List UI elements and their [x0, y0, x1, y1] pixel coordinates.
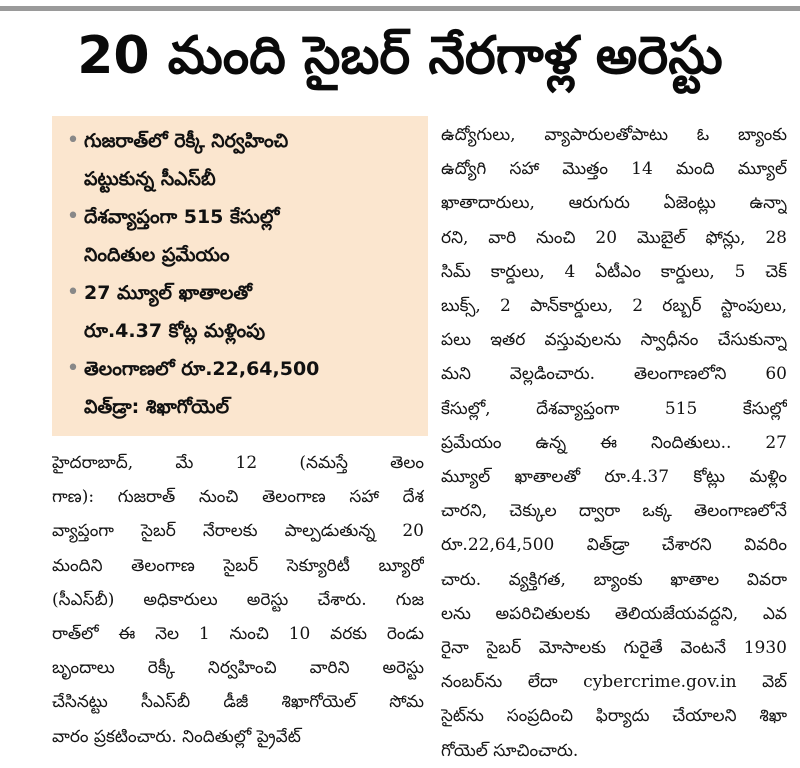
highlight-item [62, 274, 418, 350]
body-line: (సీఎస్‌బీ) అధికారులు అరెస్టు చేశారు. గుజ [52, 589, 424, 610]
highlight-line: విత్‌డ్రా: శిఖాగోయెల్ [84, 396, 230, 418]
body-line: ఖాతాదారులు, ఆరుగురు ఏజెంట్లు ఉన్నా [441, 193, 787, 214]
highlight-line: గుజరాత్‌లో రెక్కీ నిర్వహించి [84, 130, 289, 152]
highlight-line: తెలంగాణలో రూ.22,64,500 [84, 358, 320, 380]
highlight-line: పట్టుకున్న సీఎస్‌బీ [84, 168, 216, 190]
body-line: రూ.22,64,500 విత్‌డ్రా చేశారని వివరిం [441, 535, 787, 556]
highlight-text [84, 122, 288, 198]
body-line: మని వెల్లడించారు. తెలంగాణలోని 60 [441, 364, 787, 385]
body-line: మందిని తెలంగాణ సైబర్ సెక్యూరిటీ బ్యూరో [52, 555, 424, 576]
body-line: లను అపరిచితులకు తెలియజేయవద్దని, ఎవ [441, 603, 787, 624]
top-rule [0, 6, 800, 11]
highlight-text [84, 274, 265, 350]
highlight-item [62, 350, 418, 426]
body-line: ప్రమేయం ఉన్న ఈ నిందితులు.. 27 [441, 432, 787, 453]
body-line: సైట్‌ను సంప్రదించి ఫిర్యాదు చేయాలని శిఖా [441, 706, 787, 727]
body-line: గాణ): గుజరాత్ నుంచి తెలంగాణ సహా దేశ [52, 487, 424, 508]
body-line: రైనా సైబర్ మోసాలకు గురైతే వెంటనే 1930 [441, 638, 787, 659]
bullet-icon: • [66, 280, 80, 305]
body-line: రాత్‌లో ఈ నెల 1 నుంచి 10 వరకు రెండు [52, 624, 424, 645]
bullet-icon: • [66, 128, 80, 153]
body-line: నంబర్‌ను లేదా cybercrime.gov.in వెబ్ [441, 672, 787, 693]
bullet-icon: • [66, 356, 80, 381]
highlight-item [62, 198, 418, 274]
body-line: సిమ్ కార్డులు, 4 ఏటీఎం కార్డులు, 5 చెక్ [441, 261, 787, 282]
body-line: చారని, చెక్కుల ద్వారా ఒక్క తెలంగాణలోనే [441, 501, 787, 522]
highlights-box [52, 116, 428, 436]
body-line: ఉద్యోగి సహా మొత్తం 14 మంది మ్యూల్ [441, 159, 787, 180]
body-line: గోయెల్ సూచించారు. [441, 740, 579, 761]
body-column-left [52, 446, 424, 754]
body-line: చారు. వ్యక్తిగత, బ్యాంకు ఖాతాల వివరా [441, 569, 787, 590]
body-column-right [441, 118, 787, 768]
highlight-line: రూ.4.37 కోట్ల మళ్లింపు [84, 320, 266, 342]
body-line: రని, వారి నుంచి 20 మొబైల్ ఫోన్లు, 28 [441, 227, 787, 248]
highlight-line: దేశవ్యాప్తంగా 515 కేసుల్లో [84, 206, 280, 228]
body-line: వ్యాప్తంగా సైబర్ నేరాలకు పాల్పడుతున్న 20 [52, 521, 424, 542]
body-line: ఉద్యోగులు, వ్యాపారులతోపాటు ఓ బ్యాంకు [441, 125, 787, 145]
body-line: వారం ప్రకటించారు. నిందితుల్లో ప్రైవేట్ [52, 726, 301, 747]
body-line: బృందాలు రెక్కీ నిర్వహించి వారిని అరెస్టు [52, 658, 424, 679]
body-line: పలు ఇతర వస్తువులను స్వాధీనం చేసుకున్నా [441, 330, 787, 351]
highlight-line: 27 మ్యూల్ ఖాతాలతో [84, 282, 252, 304]
bullet-icon: • [66, 204, 80, 229]
highlight-text [84, 198, 279, 274]
highlight-text [84, 350, 319, 426]
body-line: హైదరాబాద్, మే 12 (నమస్తే తెలం [52, 453, 424, 473]
highlight-item [62, 122, 418, 198]
highlight-line: నిందితుల ప్రమేయం [84, 244, 230, 266]
body-line: కేసుల్లో, దేశవ్యాప్తంగా 515 కేసుల్లో [441, 398, 787, 419]
headline: 20 మంది సైబర్ నేరగాళ్ల అరెస్టు [77, 25, 723, 86]
body-line: బుక్స్, 2 పాన్‌కార్డులు, 2 రబ్బర్ స్టాంపులు, [441, 296, 787, 317]
body-line: మ్యూల్ ఖాతాలతో రూ.4.37 కోట్లు మళ్లిం [441, 467, 787, 488]
body-line: చేసినట్టు సీఎస్‌బీ డీజీ శిఖాగోయెల్ సోమ [52, 692, 424, 713]
